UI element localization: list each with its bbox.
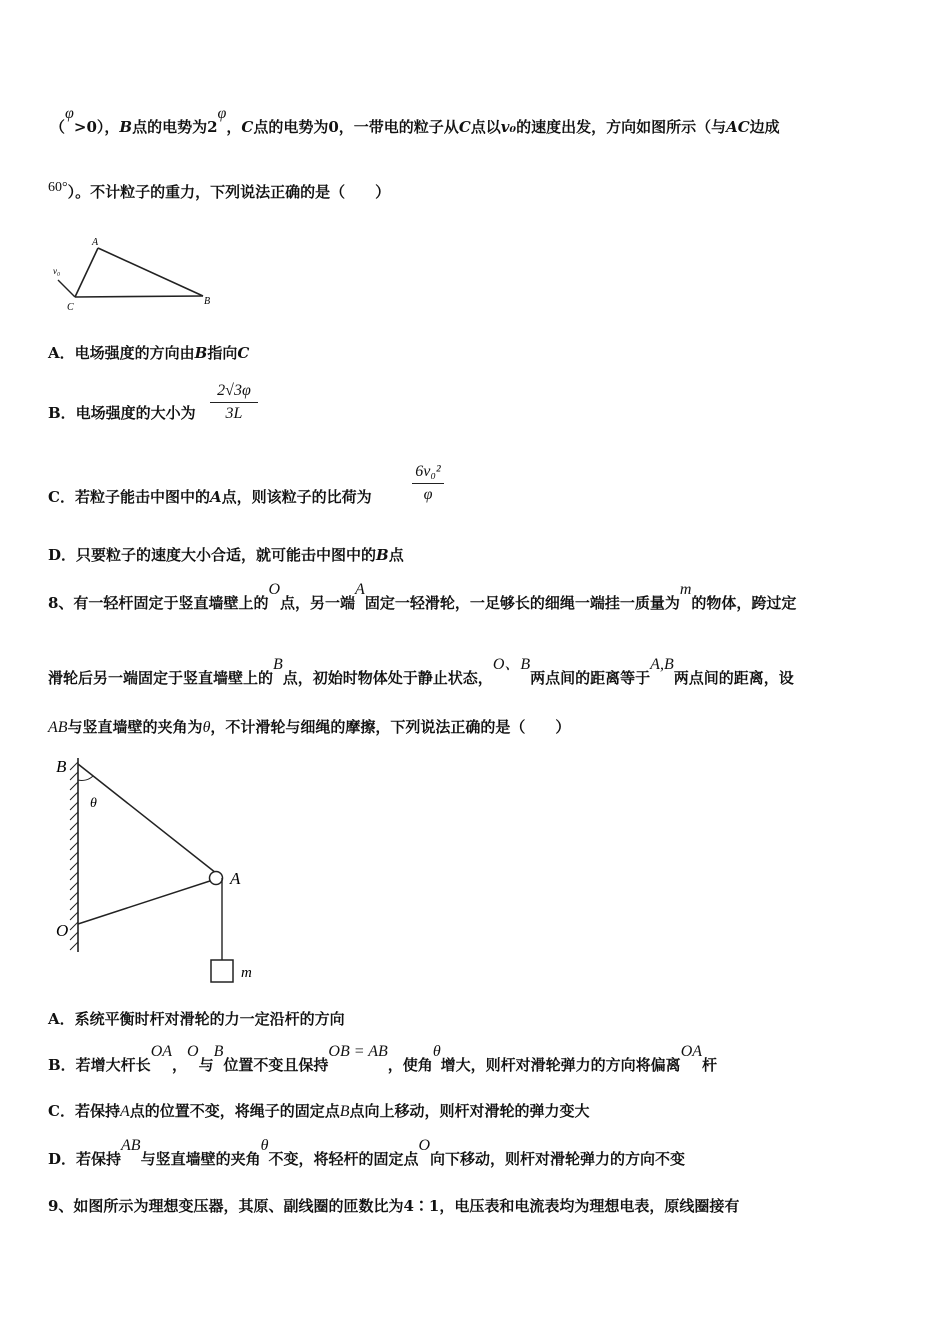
pulley-figure bbox=[48, 752, 268, 987]
label-a: A bbox=[92, 237, 99, 248]
q7-option-b: B．电场强度的大小为 bbox=[48, 404, 196, 422]
q9-line1: 9、如图所示为理想变压器，其原、副线圈的匝数比为4∶1，电压表和电流表均为理想电表，原线圈接有 bbox=[48, 1197, 740, 1215]
q7-option-d: D．只要粒子的速度大小合适，就可能击中图中的B点 bbox=[48, 546, 404, 564]
q8-line2: 滑轮后另一端固定于竖直墙壁上的B点，初始时物体处于静止状态，O、B两点间的距离等于A,B两点间的距离，设 bbox=[48, 656, 794, 687]
label-c: C bbox=[67, 302, 74, 313]
q7-line2: 60°）。不计粒子的重力，下列说法正确的是（ ） bbox=[48, 180, 391, 201]
label-v0: v₀ bbox=[53, 266, 61, 276]
label-a: A bbox=[230, 869, 241, 888]
q8-option-c: C．若保持A点的位置不变，将绳子的固定点B点向上移动，则杆对滑轮的弹力变大 bbox=[48, 1102, 590, 1120]
q8-option-b: B．若增大杆长OA，O与B位置不变且保持OB = AB，使角θ增大，则杆对滑轮弹力的方向将偏离OA杆 bbox=[48, 1043, 718, 1074]
q8-option-d: D．若保持AB与竖直墙壁的夹角θ不变，将轻杆的固定点O向下移动，则杆对滑轮弹力的方向不变 bbox=[48, 1137, 686, 1168]
label-theta: θ bbox=[90, 796, 97, 811]
label-o: O bbox=[56, 921, 69, 940]
q7-option-c: C．若粒子能击中图中的A点，则该粒子的比荷为 bbox=[48, 488, 372, 506]
q8-line3: AB与竖直墙壁的夹角为θ，不计滑轮与细绳的摩擦，下列说法正确的是（ ） bbox=[48, 718, 571, 736]
label-b: B bbox=[204, 296, 211, 307]
triangle-figure bbox=[48, 235, 223, 315]
q7-option-a: A．电场强度的方向由B指向C bbox=[48, 344, 250, 362]
q7-option-b-fraction: 2√3φ 3L bbox=[210, 382, 258, 423]
q7-line1: （φ>0），B点的电势为2φ，C点的电势为0，一带电的粒子从C点以v₀的速度出发，方向如图所示（与AC边成 bbox=[50, 105, 780, 136]
label-m: m bbox=[241, 965, 252, 981]
q8-line1: 8、有一轻杆固定于竖直墙壁上的O点，另一端A固定一轻滑轮，一足够长的细绳一端挂一质量为m的物体，跨过定 bbox=[48, 581, 797, 612]
label-b: B bbox=[56, 757, 67, 776]
q7-option-c-fraction: 6v₀² φ bbox=[412, 463, 444, 504]
q8-option-a: A．系统平衡时杆对滑轮的力一定沿杆的方向 bbox=[48, 1010, 345, 1028]
